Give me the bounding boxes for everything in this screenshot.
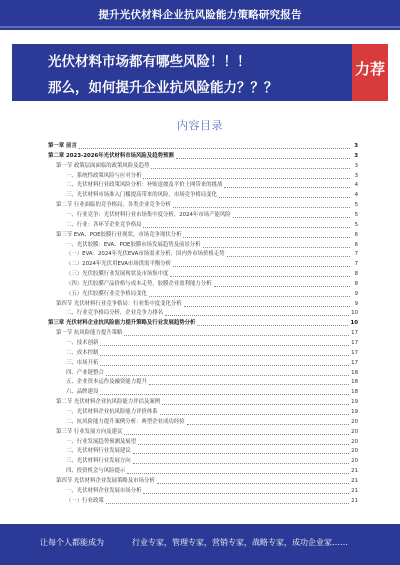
- toc-entry-title: 二、成本控制: [66, 349, 99, 356]
- toc-entry[interactable]: [56, 231, 358, 240]
- toc-entry-page: 17: [351, 349, 358, 356]
- toc-entry[interactable]: [56, 201, 358, 210]
- toc-leader-dots: [149, 384, 349, 385]
- toc-entry-title: 四、投资机会与风险提示: [66, 468, 126, 475]
- toc-entry-page: 20: [351, 448, 358, 455]
- toc-entry-title: （三）光伏胶膜行业发展现状及市场集中度: [66, 271, 169, 278]
- toc-entry-title: （一）行业政策: [66, 497, 104, 504]
- toc-entry-page: 5: [354, 211, 358, 218]
- toc-leader-dots: [143, 227, 350, 228]
- recommend-badge-label: 力荐: [354, 60, 385, 78]
- toc-leader-dots: [124, 335, 349, 336]
- table-of-contents: [48, 142, 358, 512]
- toc-entry-title: 一、技术创新: [66, 340, 99, 346]
- toc-entry[interactable]: [66, 487, 358, 496]
- toc-entry[interactable]: [66, 418, 358, 427]
- toc-entry[interactable]: [66, 280, 358, 289]
- toc-entry-title: 第四节 光伏材料行业竞争格局：行业集中度变化分析: [56, 300, 182, 307]
- toc-entry-page: 5: [354, 221, 358, 228]
- toc-entry-title: 二、行业竞争格局分析，企业竞争力排名: [66, 310, 164, 317]
- toc-heading: 内容目录: [177, 119, 223, 132]
- toc-entry[interactable]: [66, 241, 358, 250]
- toc-entry[interactable]: [56, 329, 358, 338]
- banner-headline: 光伏材料市场都有哪些风险！！！: [48, 54, 251, 70]
- toc-entry-title: 二、光伏材料行业政策风险分析：补贴退坡及平价上网带来的挑战: [66, 182, 223, 189]
- toc-leader-dots: [187, 424, 350, 425]
- toc-entry-page: 17: [351, 359, 358, 366]
- promo-banner: [12, 44, 388, 101]
- toc-leader-dots: [133, 453, 349, 454]
- toc-entry[interactable]: [66, 309, 358, 318]
- toc-leader-dots: [143, 178, 350, 179]
- toc-entry[interactable]: [56, 477, 358, 486]
- toc-entry-page: 19: [351, 408, 358, 415]
- toc-entry-page: 6: [354, 231, 358, 238]
- toc-entry-title: 三、光伏材料市场准入门槛提高带来的风险，市场竞争格局变化: [66, 192, 217, 199]
- recommend-badge: [352, 44, 388, 101]
- toc-leader-dots: [197, 325, 348, 326]
- toc-entry-title: 第一节 抗风险能力提升策略: [56, 330, 123, 337]
- toc-entry-page: 20: [351, 418, 358, 425]
- toc-entry-page: 6: [354, 241, 358, 248]
- toc-leader-dots: [160, 414, 349, 415]
- toc-entry[interactable]: [66, 270, 358, 279]
- toc-entry-title: 第三节 EVA、POE胶膜行业现状，市场竞争现状分析: [56, 231, 182, 238]
- toc-entry-title: 第三节 行业发展方向及建议: [56, 428, 123, 435]
- toc-leader-dots: [149, 296, 350, 297]
- toc-entry-page: 19: [351, 399, 358, 406]
- toc-entry-title: （五）光伏胶膜行业竞争格局变化: [66, 290, 147, 297]
- toc-entry-page: 21: [351, 487, 358, 494]
- toc-entry-title: （一）EVA：2024年光伏EVA市场需求分析，国内外市场价格走势: [66, 251, 225, 258]
- toc-entry-title: 第二章 2023-2026年光伏材料市场风险及趋势预测: [48, 152, 174, 159]
- toc-entry-page: 4: [354, 182, 358, 189]
- toc-leader-dots: [219, 197, 350, 198]
- toc-entry-page: 4: [354, 192, 358, 199]
- toc-entry[interactable]: [66, 181, 358, 190]
- toc-leader-dots: [100, 394, 349, 395]
- toc-entry-title: 第一章 前言: [48, 143, 77, 149]
- toc-entry-title: 一、行业发展趋势预测及展望: [66, 438, 137, 445]
- toc-entry-page: 18: [351, 369, 358, 376]
- toc-entry-page: 20: [351, 428, 358, 435]
- toc-entry-page: 7: [354, 261, 358, 268]
- toc-entry-page: 20: [351, 438, 358, 445]
- toc-entry-title: 二、光伏材料行业发展建议: [66, 448, 131, 455]
- toc-entry-page: 8: [354, 271, 358, 278]
- toc-entry-title: 第三章 光伏材料企业抗风险能力提升策略及行业发展趋势分析: [48, 320, 196, 327]
- toc-entry[interactable]: [66, 290, 358, 299]
- toc-entry-title: 五、企业资本运作及融资能力提升: [66, 379, 147, 386]
- toc-leader-dots: [184, 306, 350, 307]
- toc-entry[interactable]: [66, 388, 358, 397]
- toc-entry-title: 三、光伏材料行业发展方向: [66, 458, 131, 465]
- toc-entry[interactable]: [66, 369, 358, 378]
- toc-entry-title: 二、抗风险能力提升案例分析：典型企业成功经验: [66, 418, 185, 425]
- toc-leader-dots: [170, 276, 350, 277]
- toc-entry-title: 一、光伏胶膜：EVA、POE胶膜市场发展趋势及前景分析: [66, 241, 201, 248]
- toc-entry[interactable]: [56, 398, 358, 407]
- toc-entry[interactable]: [48, 319, 358, 328]
- toc-entry[interactable]: [66, 447, 358, 456]
- toc-entry-page: 17: [351, 340, 358, 346]
- toc-leader-dots: [127, 473, 349, 474]
- toc-entry-title: 第一节 政策层面面临的政策风险及趋势: [56, 162, 150, 169]
- toc-entry[interactable]: [48, 142, 358, 151]
- toc-entry-page: 3: [354, 172, 358, 179]
- toc-entry-title: 一、行业竞争：光伏材料行业市场集中度分析，2024年市场产能风险: [66, 211, 231, 218]
- toc-entry[interactable]: [66, 260, 358, 269]
- toc-leader-dots: [79, 148, 350, 149]
- toc-leader-dots: [100, 365, 349, 366]
- toc-entry-title: 三、市场开拓: [66, 359, 99, 366]
- report-header: [0, 0, 400, 30]
- toc-entry[interactable]: [66, 349, 358, 358]
- toc-entry[interactable]: [66, 211, 358, 220]
- toc-entry[interactable]: [66, 438, 358, 447]
- toc-entry-title: （二）2024年光伏用EVA市场供需平衡分析: [66, 261, 172, 268]
- toc-entry-title: 第二节 光伏材料企业抗风险能力评估及案例: [56, 399, 161, 406]
- toc-entry-page: 7: [354, 251, 358, 258]
- toc-entry-page: 3: [354, 152, 358, 159]
- toc-leader-dots: [224, 187, 350, 188]
- toc-entry-title: 第四节 光伏材料企业发展策略及市场分析: [56, 477, 155, 484]
- toc-entry[interactable]: [66, 467, 358, 476]
- report-title: 提升光伏材料企业抗风险能力策略研究报告: [98, 9, 302, 21]
- toc-entry[interactable]: [66, 339, 358, 348]
- toc-leader-dots: [165, 315, 349, 316]
- toc-leader-dots: [173, 207, 350, 208]
- toc-leader-dots: [106, 375, 349, 376]
- toc-entry-page: 18: [351, 379, 358, 386]
- toc-leader-dots: [100, 345, 349, 346]
- toc-entry[interactable]: [56, 300, 358, 309]
- toc-entry-page: 10: [350, 320, 358, 327]
- toc-entry-page: 21: [351, 468, 358, 475]
- toc-leader-dots: [233, 217, 350, 218]
- toc-entry[interactable]: [48, 152, 358, 161]
- toc-entry-page: 3: [354, 162, 358, 169]
- toc-entry[interactable]: [66, 250, 358, 259]
- toc-entry-page: 8: [354, 280, 358, 287]
- toc-entry-page: 10: [351, 310, 358, 317]
- toc-leader-dots: [143, 493, 349, 494]
- toc-entry-page: 18: [351, 389, 358, 396]
- toc-leader-dots: [173, 266, 350, 267]
- toc-leader-dots: [162, 404, 349, 405]
- footer-roles: 行业专家，管理专家，营销专家，战略专家，成功企业家……: [132, 538, 348, 547]
- toc-entry-title: 六、品牌建设: [66, 389, 99, 396]
- toc-leader-dots: [176, 158, 350, 159]
- toc-entry-page: 17: [351, 330, 358, 337]
- toc-entry[interactable]: [66, 172, 358, 181]
- toc-entry-title: 第二节 行业面临的竞争格局，各类企业竞争分析: [56, 202, 171, 209]
- toc-entry[interactable]: [66, 457, 358, 466]
- toc-entry-page: 3: [354, 143, 358, 149]
- toc-entry-page: 20: [351, 458, 358, 465]
- toc-entry-title: 四、产业链整合: [66, 369, 104, 376]
- toc-leader-dots: [133, 463, 349, 464]
- toc-entry[interactable]: [56, 428, 358, 437]
- toc-leader-dots: [138, 444, 349, 445]
- banner-subheadline: 那么，如何提升企业抗风险能力？？？: [48, 80, 278, 96]
- toc-entry-title: （四）光伏胶膜产品价格与成本走势，胶膜企业盈利能力分析: [66, 280, 212, 287]
- toc-entry-title: 一、光伏材料企业发展市场分析: [66, 487, 142, 494]
- toc-entry[interactable]: [66, 408, 358, 417]
- toc-leader-dots: [100, 355, 349, 356]
- toc-leader-dots: [214, 286, 350, 287]
- toc-leader-dots: [183, 237, 350, 238]
- toc-entry-page: 9: [354, 290, 358, 297]
- header-divider: [0, 26, 400, 28]
- toc-leader-dots: [124, 434, 349, 435]
- toc-entry-page: 21: [351, 497, 358, 504]
- toc-entry[interactable]: [66, 221, 358, 230]
- toc-entry[interactable]: [66, 359, 358, 368]
- toc-leader-dots: [227, 256, 350, 257]
- toc-leader-dots: [151, 168, 350, 169]
- toc-entry-title: 二、行业：各环节企业竞争格局: [66, 221, 142, 228]
- toc-entry-page: 5: [354, 202, 358, 209]
- toc-entry-page: 9: [354, 300, 358, 307]
- toc-entry-title: 一、系统性政策风险与应对分析: [66, 172, 142, 179]
- toc-entry[interactable]: [66, 191, 358, 200]
- toc-entry[interactable]: [66, 378, 358, 387]
- toc-entry-title: 一、光伏材料企业抗风险能力评价体系: [66, 408, 158, 415]
- toc-leader-dots: [203, 247, 350, 248]
- toc-entry-page: 21: [351, 477, 358, 484]
- footer-slogan: 让每个人都能成为: [40, 538, 104, 547]
- toc-entry[interactable]: [66, 497, 358, 506]
- toc-leader-dots: [157, 483, 349, 484]
- toc-leader-dots: [106, 503, 349, 504]
- report-footer: [0, 524, 400, 565]
- toc-entry[interactable]: [56, 162, 358, 171]
